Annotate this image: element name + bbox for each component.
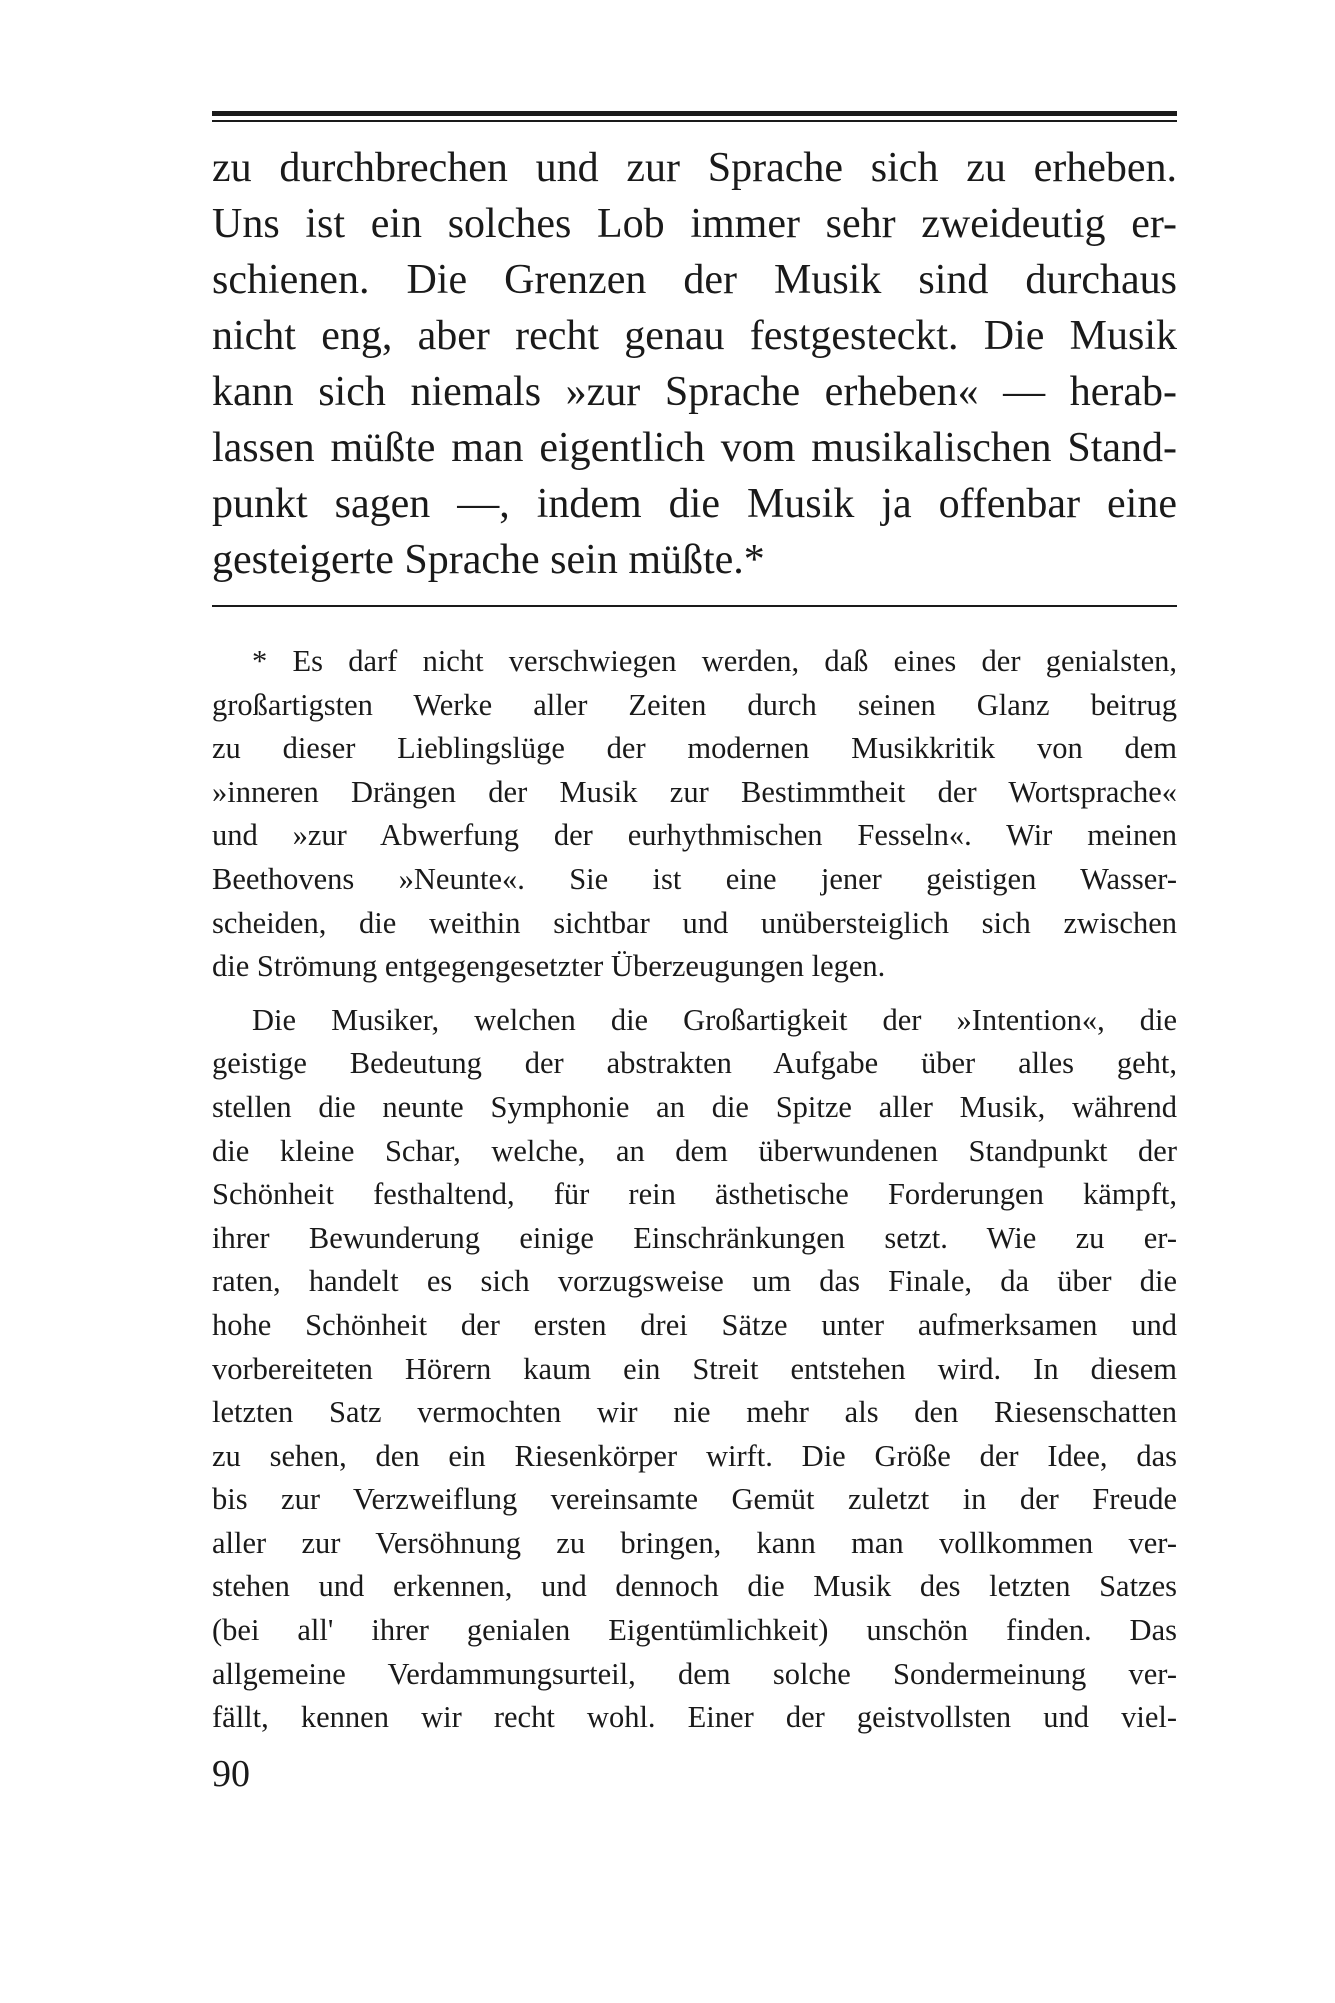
- footnote-separator: [212, 605, 1177, 607]
- footnote-line: letzten Satz vermochten wir nie mehr als den Riesenschatten: [212, 1395, 1177, 1430]
- page-number: 90: [212, 1753, 250, 1795]
- footnote-line: Die Musiker, welchen die Großartigkeit der »Intention«, die: [252, 1002, 1177, 1037]
- footnote-line: Schönheit festhaltend, für rein ästhetische Forderungen kämpft,: [212, 1177, 1177, 1212]
- footnote-line: stehen und erkennen, und dennoch die Musik des letzten Satzes: [212, 1569, 1177, 1604]
- main-line: kann sich niemals »zur Sprache erheben« — herab-: [212, 369, 1177, 415]
- footnote-line: geistige Bedeutung der abstrakten Aufgabe über alles geht,: [212, 1046, 1177, 1081]
- footnote-block: [212, 640, 1177, 1740]
- footnote-line: zu sehen, den ein Riesenkörper wirft. Die Größe der Idee, das: [212, 1438, 1177, 1473]
- footnote-line: und »zur Abwerfung der eurhythmischen Fesseln«. Wir meinen: [212, 818, 1177, 853]
- footnote-line: (bei all' ihrer genialen Eigentümlichkeit) unschön finden. Das: [212, 1613, 1177, 1648]
- footnote-line: hohe Schönheit der ersten drei Sätze unter aufmerksamen und: [212, 1307, 1177, 1342]
- main-line: schienen. Die Grenzen der Musik sind durchaus: [212, 257, 1177, 303]
- footnote-line: raten, handelt es sich vorzugsweise um das Finale, da über die: [212, 1264, 1177, 1299]
- footnote-line: allgemeine Verdammungsurteil, dem solche Sondermeinung ver-: [212, 1656, 1177, 1691]
- footnote-line: bis zur Verzweiflung vereinsamte Gemüt zuletzt in der Freude: [212, 1482, 1177, 1517]
- footnote-line: zu dieser Lieblingslüge der modernen Musikkritik von dem: [212, 731, 1177, 766]
- main-line: gesteigerte Sprache sein müßte.*: [212, 537, 765, 583]
- footnote-line: vorbereiteten Hörern kaum ein Streit entstehen wird. In diesem: [212, 1351, 1177, 1386]
- footnote-line: großartigsten Werke aller Zeiten durch seinen Glanz beitrug: [212, 687, 1177, 722]
- footnote-line: * Es darf nicht verschwiegen werden, daß eines der genialsten,: [252, 644, 1177, 678]
- main-line: punkt sagen —, indem die Musik ja offenbar eine: [212, 481, 1177, 527]
- footnote-line: aller zur Versöhnung zu bringen, kann man vollkommen ver-: [212, 1525, 1177, 1560]
- main-text-block: [212, 140, 1177, 588]
- footnote-line: »inneren Drängen der Musik zur Bestimmtheit der Wortsprache«: [212, 774, 1177, 809]
- main-line: zu durchbrechen und zur Sprache sich zu erheben.: [212, 145, 1177, 191]
- top-rule: [212, 111, 1177, 116]
- main-line: nicht eng, aber recht genau festgesteckt. Die Musik: [212, 313, 1177, 359]
- main-line: lassen müßte man eigentlich vom musikalischen Stand-: [212, 425, 1177, 471]
- main-line: Uns ist ein solches Lob immer sehr zweideutig er-: [212, 201, 1177, 247]
- footnote-line: Beethovens »Neunte«. Sie ist eine jener geistigen Wasser-: [212, 861, 1177, 896]
- footnote-line: ihrer Bewunderung einige Einschränkungen setzt. Wie zu er-: [212, 1220, 1177, 1255]
- footnote-line: fällt, kennen wir recht wohl. Einer der geistvollsten und viel-: [212, 1700, 1177, 1735]
- footnote-line: die kleine Schar, welche, an dem überwundenen Standpunkt der: [212, 1133, 1177, 1168]
- footnote-line: scheiden, die weithin sichtbar und unübersteiglich sich zwischen: [212, 905, 1177, 940]
- footnote-line: die Strömung entgegengesetzter Überzeugungen legen.: [212, 949, 886, 984]
- footnote-line: stellen die neunte Symphonie an die Spitze aller Musik, während: [212, 1089, 1177, 1124]
- top-rule-thin: [212, 120, 1177, 122]
- paragraph-gap: [212, 989, 1177, 999]
